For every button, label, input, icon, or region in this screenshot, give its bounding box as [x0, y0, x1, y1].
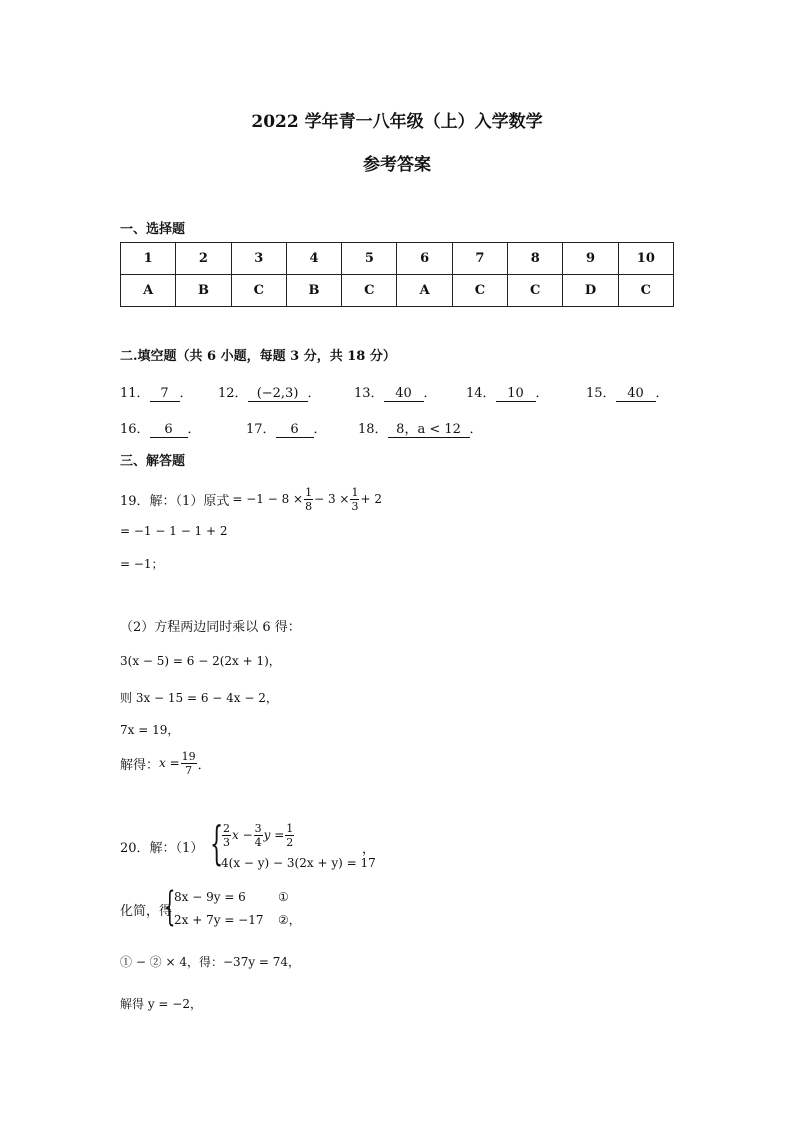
- table-cell-answer: C: [452, 275, 507, 307]
- table-cell-number: 3: [231, 243, 286, 275]
- q19-line2: = −1 − 1 − 1 + 2: [120, 524, 228, 538]
- item-end: ．: [179, 386, 193, 401]
- table-cell-number: 5: [342, 243, 397, 275]
- table-cell-number: 9: [563, 243, 618, 275]
- q20-simplify-label: 化简，得: [120, 904, 173, 919]
- q19-fraction-2: [350, 486, 359, 513]
- answer-table: [120, 242, 674, 307]
- q20-fraction-c: [285, 822, 294, 849]
- fraction-denominator: 3: [351, 499, 359, 513]
- fraction-numerator: 1: [305, 485, 313, 499]
- item-answer: 40: [616, 386, 656, 402]
- table-cell-number: 7: [452, 243, 507, 275]
- item-end: ．: [423, 386, 437, 401]
- table-cell-number: 2: [176, 243, 231, 275]
- q20-tag-2: ②: [278, 913, 289, 927]
- item-end: ．: [187, 422, 201, 437]
- q19-expr-a: = −1 − 8 ×: [232, 492, 304, 506]
- fill-item-13: [354, 382, 437, 402]
- fill-item-15: [586, 382, 669, 402]
- q20-system2-row2: [174, 911, 301, 928]
- q20-label: 20．解：（1）: [120, 841, 204, 856]
- q20-tag-1: ①: [278, 890, 289, 904]
- table-cell-number: 6: [397, 243, 452, 275]
- q19-line1: [120, 481, 382, 517]
- item-number: 12．: [218, 386, 248, 401]
- q20-step: ① − ② × 4，得：−37y = 74，: [120, 955, 301, 969]
- table-cell-number: 1: [121, 243, 176, 275]
- page-title: 2022 学年青一八年级（上）入学数学: [251, 112, 543, 132]
- q19-label: 19．解：（1）原式: [120, 493, 230, 509]
- item-number: 16．: [120, 422, 150, 437]
- fraction-denominator: 3: [223, 835, 230, 849]
- q19-eq1: 3(x − 5) = 6 − 2(2x + 1)，: [120, 654, 281, 668]
- table-cell-number: 10: [618, 243, 673, 275]
- table-cell-number: 8: [508, 243, 563, 275]
- item-number: 17．: [246, 422, 276, 437]
- fraction-numerator: 3: [254, 821, 262, 835]
- q20-fraction-b: [254, 822, 263, 849]
- fraction-denominator: 2: [286, 835, 294, 849]
- item-end: ．: [655, 386, 669, 401]
- q19-solution-var: x =: [159, 756, 180, 770]
- q19-expr-b: − 3 ×: [314, 492, 350, 506]
- answer-table-answer-row: [121, 275, 674, 307]
- q19-solution-end: ．: [197, 757, 211, 773]
- q20-system1-end: ，: [362, 842, 376, 857]
- fill-item-16: [120, 418, 201, 438]
- q19-part2-intro: （2）方程两边同时乘以 6 得：: [120, 620, 301, 635]
- q19-solution: [120, 745, 211, 781]
- q20-eq-1: 8x − 9y = 6: [174, 890, 246, 904]
- item-number: 15．: [586, 386, 616, 401]
- fraction-numerator: 1: [286, 821, 294, 835]
- q19-fraction-1: [304, 486, 313, 513]
- item-answer: 7: [150, 386, 180, 402]
- left-brace-icon: {: [210, 816, 224, 870]
- item-number: 11．: [120, 386, 150, 401]
- q20-system1-row1: [221, 820, 295, 850]
- table-cell-answer: C: [618, 275, 673, 307]
- q20-system1-row2: 4(x − y) − 3(2x + y) = 17: [221, 856, 376, 870]
- item-answer: (−2,3): [248, 386, 308, 402]
- table-cell-number: 4: [286, 243, 341, 275]
- fraction-numerator: 19: [181, 749, 196, 763]
- fraction-denominator: 8: [305, 499, 313, 513]
- q19-eq3: 7x = 19，: [120, 723, 180, 737]
- item-answer: 10: [496, 386, 536, 402]
- table-cell-answer: C: [231, 275, 286, 307]
- item-answer: 6: [150, 422, 188, 438]
- section1-heading: 一、选择题: [120, 222, 186, 237]
- fill-item-12: [218, 382, 321, 402]
- q20-system2-row1: [174, 890, 289, 904]
- item-number: 18．: [358, 422, 388, 437]
- table-cell-answer: D: [563, 275, 618, 307]
- section3-heading: 三、解答题: [120, 454, 186, 469]
- fill-item-14: [466, 382, 549, 402]
- table-cell-answer: B: [286, 275, 341, 307]
- q19-eq2: 则 3x − 15 = 6 − 4x − 2，: [120, 691, 278, 705]
- item-end: ．: [307, 386, 321, 401]
- table-cell-answer: A: [397, 275, 452, 307]
- item-answer: 40: [384, 386, 424, 402]
- fraction-denominator: 4: [254, 835, 262, 849]
- fill-item-11: [120, 382, 193, 402]
- table-cell-answer: B: [176, 275, 231, 307]
- fill-item-17: [246, 418, 327, 438]
- table-cell-answer: C: [508, 275, 563, 307]
- q20-system2-end: ，: [288, 913, 301, 927]
- item-end: ．: [535, 386, 549, 401]
- q19-expr-c: + 2: [360, 492, 382, 506]
- fill-item-18: [358, 418, 483, 438]
- item-answer: 8，a < 12: [388, 422, 470, 438]
- q20-fraction-a: [222, 822, 231, 849]
- fraction-numerator: 2: [223, 821, 230, 835]
- q20-result: 解得 y = −2，: [120, 997, 202, 1011]
- fraction-denominator: 7: [185, 763, 193, 777]
- q20-term-x: x −: [232, 828, 253, 842]
- answer-table-number-row: [121, 243, 674, 275]
- item-number: 13．: [354, 386, 384, 401]
- item-number: 14．: [466, 386, 496, 401]
- table-cell-answer: A: [121, 275, 176, 307]
- left-brace-icon: {: [164, 884, 176, 930]
- q20-term-y: y =: [263, 828, 285, 842]
- page-subtitle: 参考答案: [363, 155, 431, 175]
- table-cell-answer: C: [342, 275, 397, 307]
- fraction-numerator: 1: [351, 485, 359, 499]
- item-end: ．: [469, 422, 483, 437]
- q19-solution-label: 解得：: [120, 757, 160, 773]
- q20-eq-2: 2x + 7y = −17: [174, 913, 264, 927]
- item-answer: 6: [276, 422, 314, 438]
- q19-solution-fraction: [181, 750, 197, 777]
- q19-line3: = −1；: [120, 557, 164, 571]
- section2-heading: 二.填空题（共 6 小题，每题 3 分，共 18 分）: [120, 349, 396, 364]
- item-end: ．: [313, 422, 327, 437]
